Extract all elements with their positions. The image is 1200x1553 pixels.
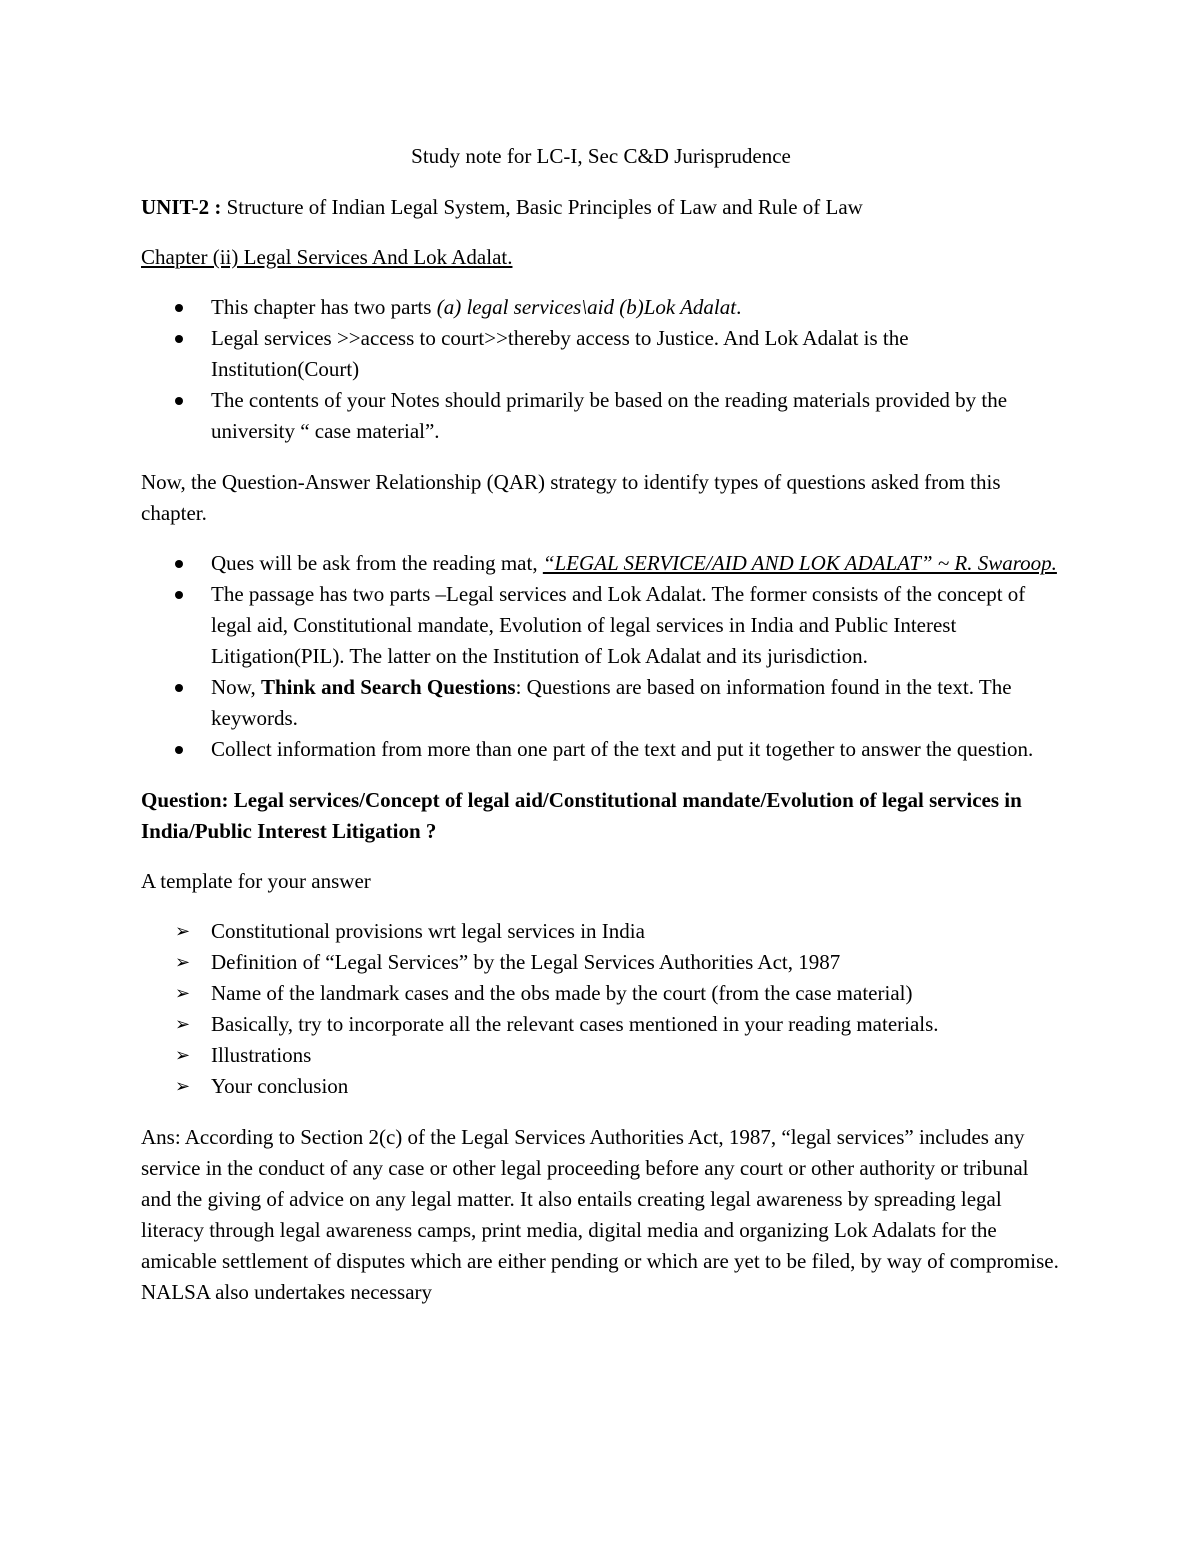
page-title: Study note for LC-I, Sec C&D Jurisprudence bbox=[411, 144, 791, 168]
bullet-icon bbox=[175, 335, 183, 343]
list-item: Ques will be ask from the reading mat, “LEGAL SERVICE/AID AND LOK ADALAT” ~ R. Swaroop. bbox=[141, 548, 1061, 579]
question-heading: Question: Legal services/Concept of legal aid/Constitutional mandate/Evolution of legal services in India/Public Interest Litigation ? bbox=[141, 788, 1022, 843]
list-item: The contents of your Notes should primarily be based on the reading materials provided by the university “ case material”. bbox=[141, 385, 1061, 447]
list-item: ➢ Definition of “Legal Services” by the Legal Services Authorities Act, 1987 bbox=[141, 947, 1061, 978]
list-item: This chapter has two parts (a) legal services\aid (b)Lok Adalat. bbox=[141, 292, 1061, 323]
list-item: ➢ Your conclusion bbox=[141, 1071, 1061, 1102]
reading-material-reference: “LEGAL SERVICE/AID AND LOK ADALAT” ~ R. Swaroop. bbox=[542, 551, 1057, 575]
parts-italic: (a) legal services\aid (b)Lok Adalat bbox=[436, 295, 737, 319]
list-item: ➢ Illustrations bbox=[141, 1040, 1061, 1071]
list-item: ➢ Basically, try to incorporate all the relevant cases mentioned in your reading materials. bbox=[141, 1009, 1061, 1040]
list-item: Now, Think and Search Questions: Questions are based on information found in the text. The keywords. bbox=[141, 672, 1061, 734]
intro-bullet-list bbox=[141, 292, 1061, 447]
arrow-bullet-icon: ➢ bbox=[175, 1045, 191, 1066]
arrow-bullet-icon: ➢ bbox=[175, 952, 191, 973]
unit-text: Structure of Indian Legal System, Basic Principles of Law and Rule of Law bbox=[221, 195, 863, 219]
arrow-bullet-icon: ➢ bbox=[175, 1014, 191, 1035]
list-item: Collect information from more than one part of the text and put it together to answer the question. bbox=[141, 734, 1061, 765]
qar-bullet-list bbox=[141, 548, 1061, 765]
bullet-icon bbox=[175, 304, 183, 312]
unit-label: UNIT-2 : bbox=[141, 195, 222, 219]
arrow-bullet-icon: ➢ bbox=[175, 983, 191, 1004]
chapter-heading: Chapter (ii) Legal Services And Lok Adalat. bbox=[141, 245, 513, 269]
qar-paragraph: Now, the Question-Answer Relationship (QAR) strategy to identify types of questions asked from this chapter. bbox=[141, 470, 1001, 525]
document-body bbox=[141, 141, 1061, 1308]
bullet-icon bbox=[175, 591, 183, 599]
list-item: ➢ Name of the landmark cases and the obs made by the court (from the case material) bbox=[141, 978, 1061, 1009]
think-search-bold: Think and Search Questions bbox=[260, 675, 516, 699]
bullet-icon bbox=[175, 560, 183, 568]
bullet-icon bbox=[175, 684, 183, 692]
list-item: ➢ Constitutional provisions wrt legal services in India bbox=[141, 916, 1061, 947]
template-intro: A template for your answer bbox=[141, 869, 371, 893]
arrow-bullet-icon: ➢ bbox=[175, 1076, 191, 1097]
answer-paragraph: Ans: According to Section 2(c) of the Legal Services Authorities Act, 1987, “legal services” includes any service in the conduct of any case or other legal proceeding before any court or other authority or tribunal and the giving of advice on any legal matter. It also entails creating legal awareness by spreading legal literacy through legal awareness camps, print media, digital media and organizing Lok Adalats for the amicable settlement of disputes which are either pending or which are yet to be filed, by way of compromise. NALSA also undertakes necessary bbox=[141, 1125, 1059, 1304]
list-item: Legal services >>access to court>>thereby access to Justice. And Lok Adalat is the Institution(Court) bbox=[141, 323, 1061, 385]
unit-heading bbox=[141, 192, 1061, 223]
list-item: The passage has two parts –Legal services and Lok Adalat. The former consists of the concept of legal aid, Constitutional mandate, Evolution of legal services in India and Public Interest Litigation(PIL). The latter on the Institution of Lok Adalat and its jurisdiction. bbox=[141, 579, 1061, 672]
arrow-bullet-icon: ➢ bbox=[175, 921, 191, 942]
template-list bbox=[141, 916, 1061, 1102]
bullet-icon bbox=[175, 397, 183, 405]
bullet-icon bbox=[175, 746, 183, 754]
